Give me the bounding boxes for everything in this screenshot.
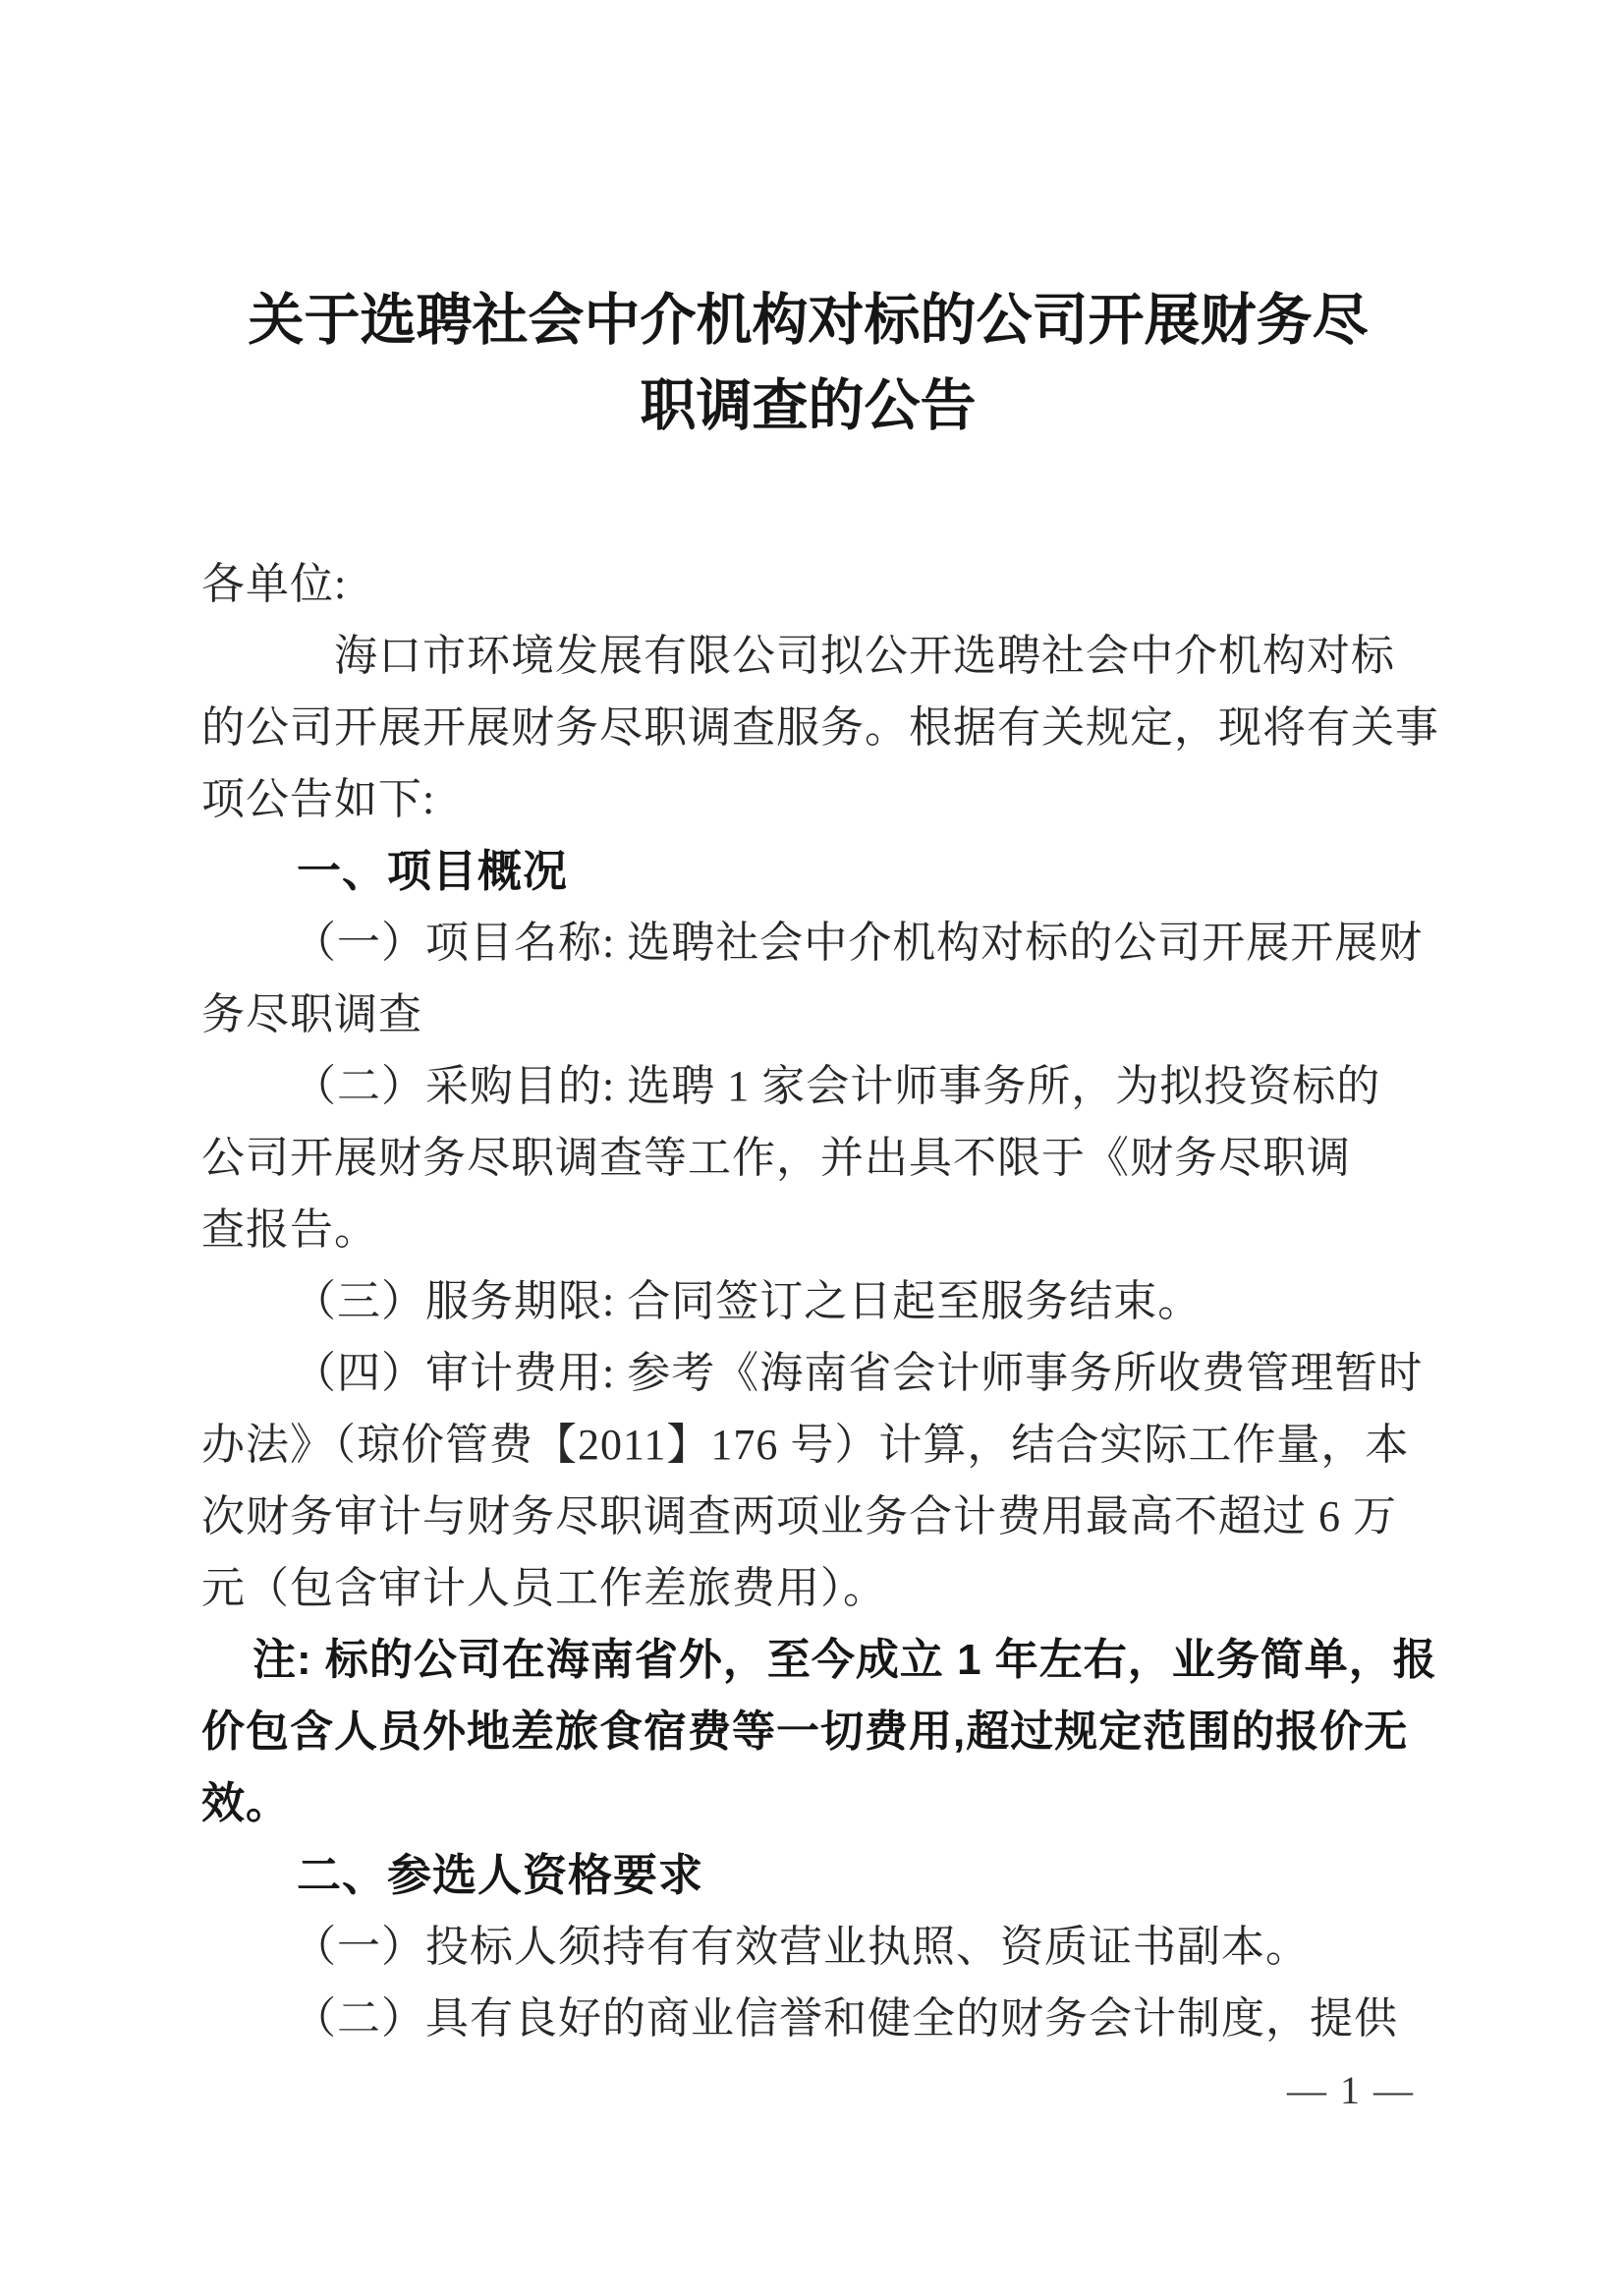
- note-line: 价包含人员外地差旅食宿费等一切费用,超过规定范围的报价无: [201, 1707, 1409, 1756]
- note-line: 效。: [201, 1779, 290, 1827]
- doc-line: 查报告。: [201, 1205, 378, 1254]
- doc-line: （一）投标人须持有有效营业执照、资质证书副本。: [293, 1923, 1310, 1971]
- doc-line: 的公司开展开展财务尽职调查服务。根据有关规定，现将有关事: [201, 703, 1439, 752]
- doc-line: （二）采购目的: 选聘 1 家会计师事务所，为拟投资标的: [293, 1062, 1381, 1110]
- note-line: 注: 标的公司在海南省外，至今成立 1 年左右，业务简单，报: [252, 1636, 1437, 1684]
- page-number: — 1 —: [1287, 2068, 1415, 2112]
- doc-line: 务尽职调查: [201, 990, 422, 1038]
- document-title: [201, 278, 1415, 449]
- doc-line: 元（包含审计人员工作差旅费用）。: [201, 1564, 887, 1612]
- doc-line: （四）审计费用: 参考《海南省会计师事务所收费管理暂时: [293, 1349, 1424, 1397]
- doc-line: （一）项目名称: 选聘社会中介机构对标的公司开展开展财: [293, 919, 1424, 967]
- doc-line: 次财务审计与财务尽职调查两项业务合计费用最高不超过 6 万: [201, 1492, 1397, 1540]
- doc-line: 项公告如下:: [201, 775, 436, 823]
- section-heading-1: 一、项目概况: [297, 846, 569, 896]
- salutation: 各单位:: [201, 560, 348, 608]
- doc-line: （三）服务期限: 合同签订之日起至服务结束。: [293, 1277, 1203, 1325]
- doc-line: 海口市环境发展有限公司拟公开选聘社会中介机构对标: [334, 632, 1395, 680]
- doc-line: （二）具有良好的商业信誉和健全的财务会计制度，提供: [293, 1994, 1398, 2043]
- title-line-1: 关于选聘社会中介机构对标的公司开展财务尽: [248, 290, 1369, 352]
- title-line-2: 职调查的公告: [640, 375, 977, 437]
- section-heading-2: 二、参选人资格要求: [297, 1850, 704, 1900]
- doc-line: 公司开展财务尽职调查等工作，并出具不限于《财务尽职调: [201, 1134, 1351, 1182]
- doc-line: 办法》（琼价管费【2011】176 号）计算，结合实际工作量，本: [201, 1421, 1410, 1469]
